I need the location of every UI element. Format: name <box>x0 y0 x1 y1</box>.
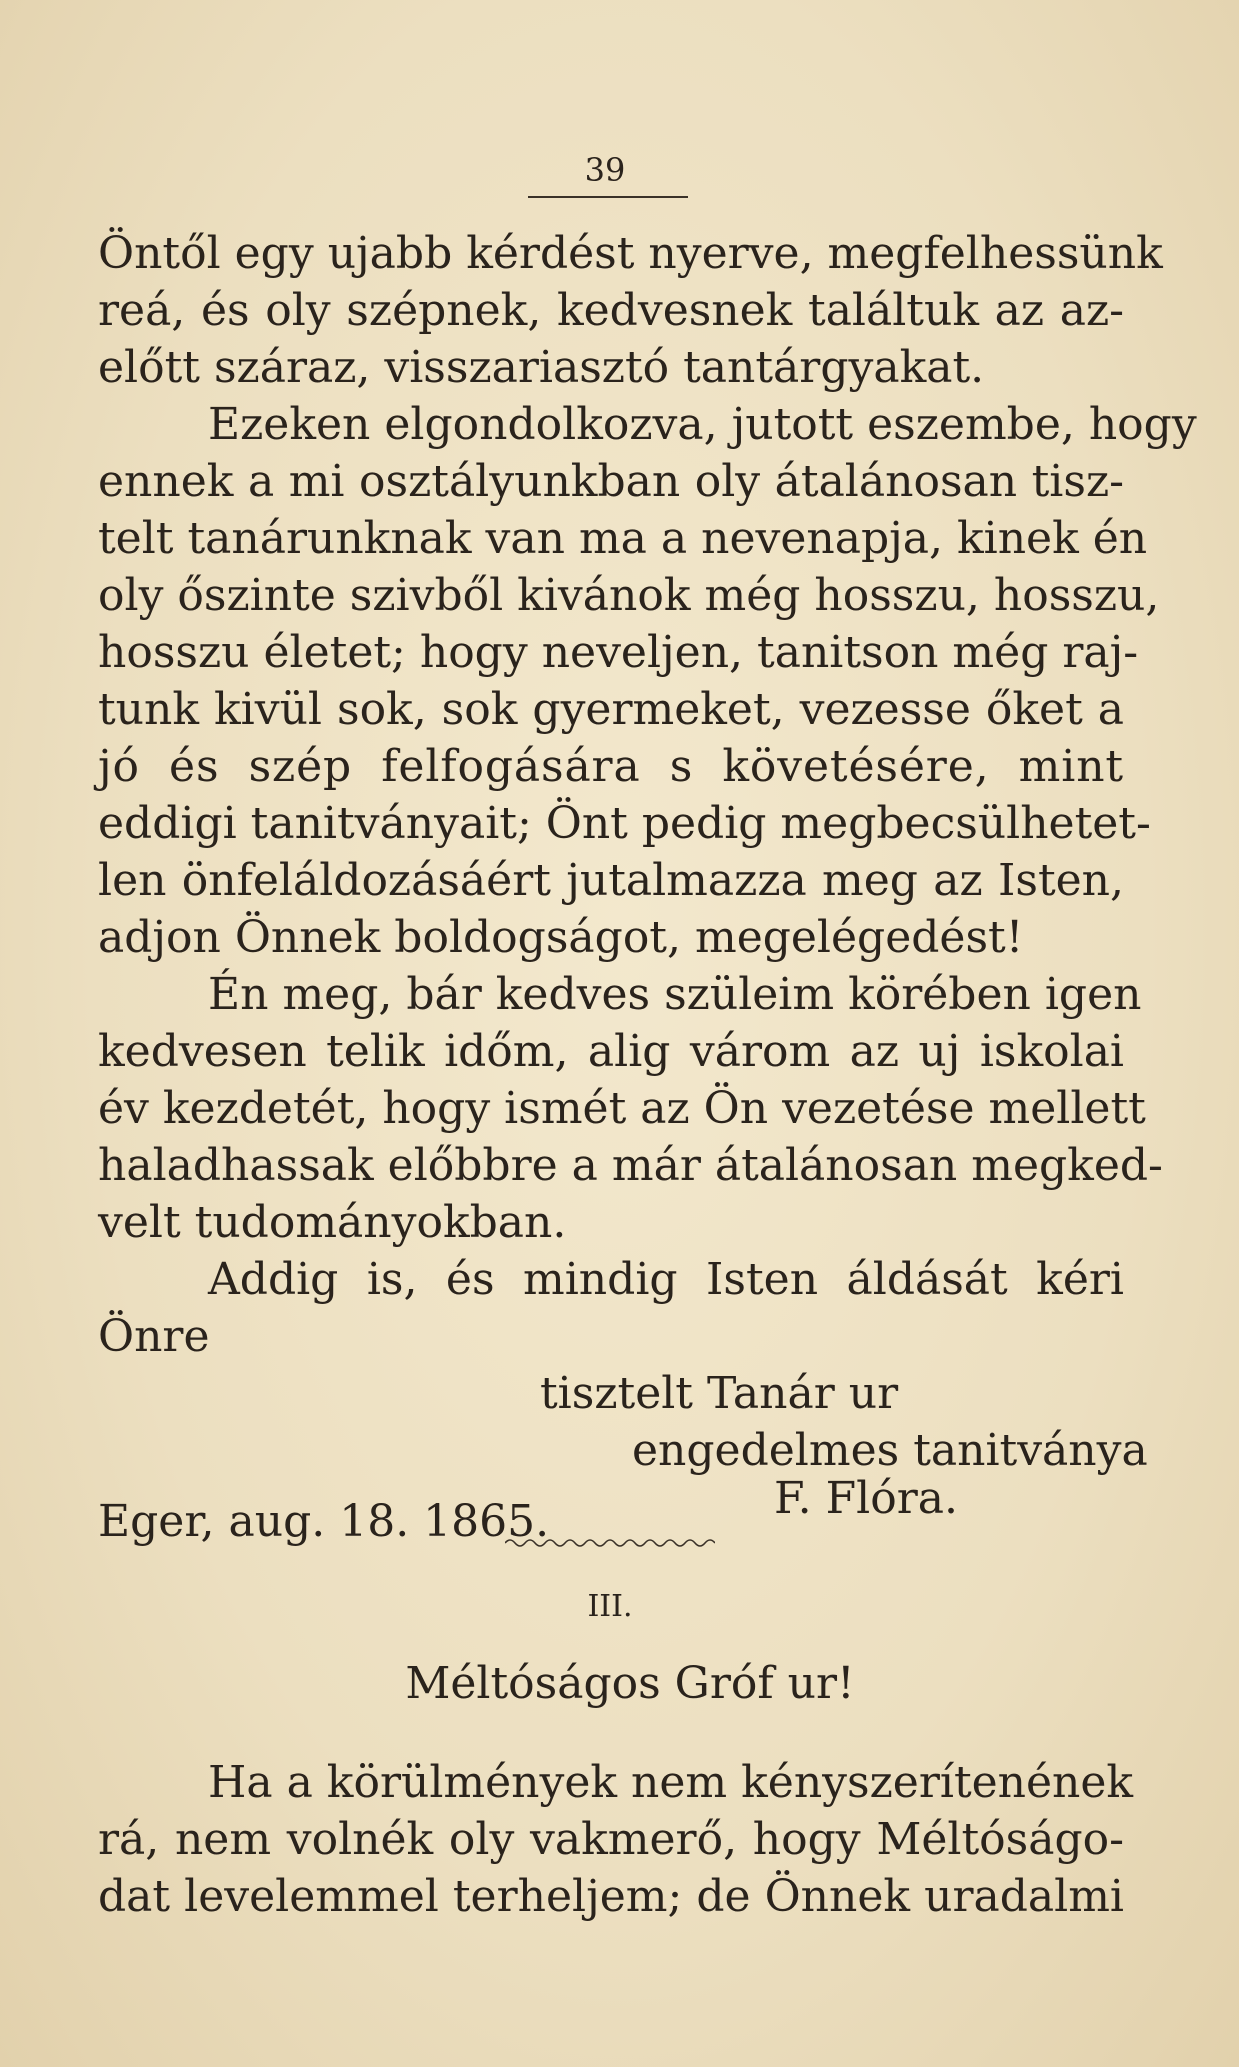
text-line: eddigi tanitványait; Önt pedig megbecsülhetet- <box>98 798 1151 849</box>
text-line: Ezeken elgondolkozva, jutott eszembe, hogy <box>208 399 1197 450</box>
signature: F. Flóra. <box>774 1473 958 1524</box>
place-date: Eger, aug. 18. 1865. <box>98 1496 550 1547</box>
text-line: ennek a mi osztályunkban oly átalánosan tisz- <box>98 456 1124 507</box>
salutation: Méltóságos Gróf ur! <box>405 1658 855 1709</box>
text-line: reá, és oly szépnek, kedvesnek találtuk az az- <box>98 285 1124 336</box>
text-line: jó és szép felfogására s követésére, mint <box>98 741 1124 792</box>
text-line: haladhassak előbbre a már átalánosan megked- <box>98 1140 1163 1191</box>
closing-line: tisztelt Tanár ur <box>540 1368 899 1419</box>
text-line: év kezdetét, hogy ismét az Ön vezetése mellett <box>98 1083 1146 1134</box>
text-line: tunk kivül sok, sok gyermeket, vezesse őket a <box>98 684 1124 735</box>
text-line: kedvesen telik időm, alig várom az uj iskolai <box>98 1026 1124 1077</box>
text-line: Önre <box>98 1311 210 1362</box>
text-line: adjon Önnek boldogságot, megelégedést! <box>98 912 1024 963</box>
section-number: III. <box>587 1589 633 1624</box>
text-line: Én meg, bár kedves szüleim körében igen <box>208 969 1142 1020</box>
closing-line: engedelmes tanitványa <box>632 1425 1148 1476</box>
text-line: előtt száraz, visszariasztó tantárgyakat. <box>98 342 985 393</box>
text-line: telt tanárunknak van ma a nevenapja, kinek én <box>98 513 1148 564</box>
text-line: oly őszinte szivből kivánok még hosszu, hosszu, <box>98 570 1160 621</box>
text-line: dat levelemmel terheljem; de Önnek uradalmi <box>98 1871 1124 1922</box>
text-line: hosszu életet; hogy neveljen, tanitson még raj- <box>98 627 1139 678</box>
text-line: Öntől egy ujabb kérdést nyerve, megfelhessünk <box>98 228 1163 279</box>
text-line: Ha a körülmények nem kényszerítenének <box>208 1757 1134 1808</box>
text-line: Addig is, és mindig Isten áldását kéri <box>208 1254 1124 1305</box>
ornamental-divider <box>505 1537 715 1549</box>
text-line: rá, nem volnék oly vakmerő, hogy Méltóságo- <box>98 1814 1124 1865</box>
text-line: velt tudományokban. <box>98 1197 567 1248</box>
page-number: 39 <box>584 151 626 189</box>
text-line: len önfeláldozásáért jutalmazza meg az Isten, <box>98 855 1124 906</box>
page-number-rule <box>528 196 688 198</box>
